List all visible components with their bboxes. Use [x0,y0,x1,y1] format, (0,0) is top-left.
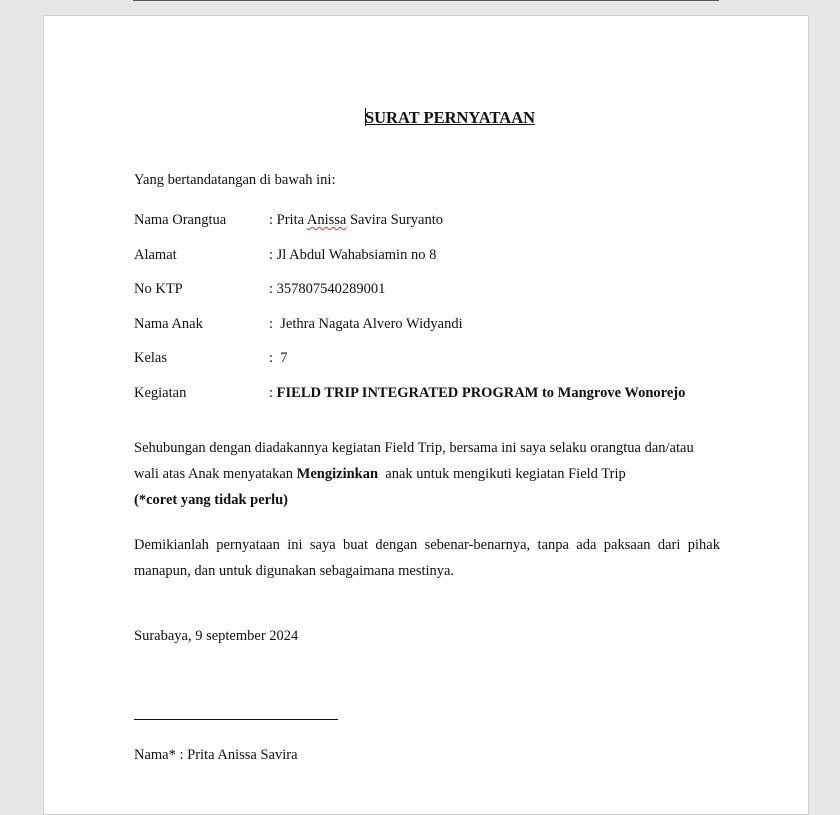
paragraph-line: wali atas Anak menyatakan Mengizinkan anak untuk mengikuti kegiatan Field Trip [134,466,626,482]
permission-choice: Mengizinkan [296,466,379,482]
field-value: : Prita Anissa Savira Suryanto [269,212,444,228]
field-value: : FIELD TRIP INTEGRATED PROGRAM to Mangrove Wonorejo [269,385,686,401]
signature-line [134,719,338,720]
paragraph-line: Sehubungan dengan diadakannya kegiatan Field Trip, bersama ini saya selaku orangtua dan/atau [134,440,694,456]
field-label: Kelas [134,350,168,366]
field-value: : Jethra Nagata Alvero Widyandi [269,316,463,332]
intro-text: Yang bertandatangan di bawah ini: [134,172,336,188]
field-label: No KTP [134,281,183,297]
closing-paragraph: Demikianlah pernyataan ini saya buat dengan sebenar-benarnya, tanpa ada paksaan dari pihak manapun, dan untuk digunakan sebagaimana mestinya. [134,537,720,579]
field-value: : 7 [269,350,288,366]
document-title: SURAT PERNYATAAN [364,108,536,127]
field-value: : 357807540289001 [269,281,386,297]
field-value: : Jl Abdul Wahabsiamin no 8 [269,247,437,263]
spelling-marked-word: Anissa [306,212,347,228]
note-text: (*coret yang tidak perlu) [134,492,288,508]
field-label: Nama Orangtua [134,212,227,228]
permission-paragraph [134,435,720,513]
field-label: Nama Anak [134,316,203,332]
document-page[interactable] [43,15,809,815]
place-date: Surabaya, 9 september 2024 [134,628,299,644]
field-label: Alamat [134,247,177,263]
field-label: Kegiatan [134,385,187,401]
signature-name: Nama* : Prita Anissa Savira [134,747,298,763]
top-page-edge [133,0,719,1]
